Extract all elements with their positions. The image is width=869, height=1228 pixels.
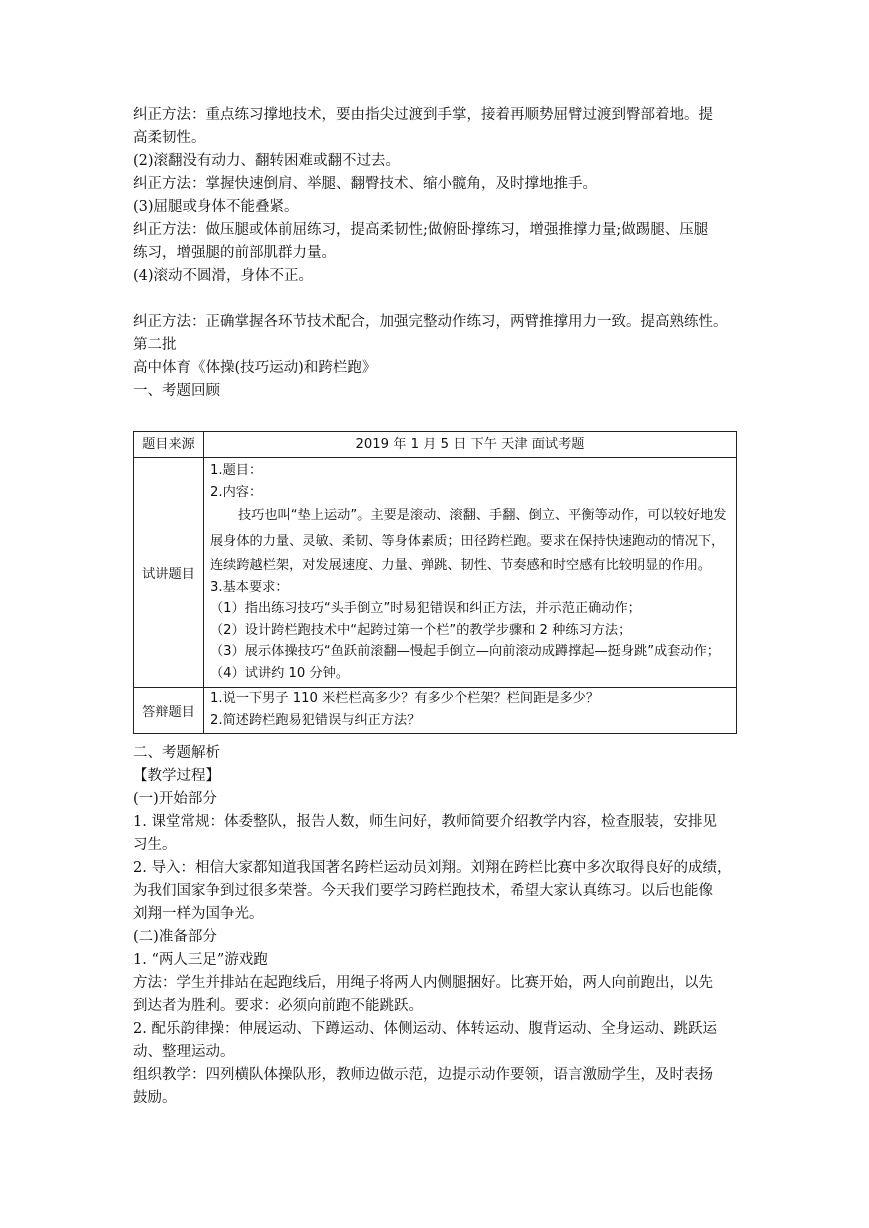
table-value-lecture: [204, 458, 737, 688]
text-line: 展身体的力量、灵敏、柔韧、等身体素质；田径跨栏跑。要求在保持快速跑动的情况下，: [210, 534, 725, 549]
table-label-source: 题目来源: [134, 432, 204, 458]
text-line: 1. 课堂常规：体委整队，报告人数，师生问好，教师简要介绍教学内容，检查服装，安排见: [133, 814, 717, 830]
text-line: 1. “两人三足”游戏跑: [133, 952, 268, 968]
requirement-item: （4）试讲约 10 分钟。: [210, 665, 350, 681]
table-row: [134, 688, 737, 734]
section-heading: 二、考题解析: [133, 745, 220, 761]
section-heading: 【教学过程】: [133, 768, 220, 784]
table-row: [134, 458, 737, 688]
text-line: 练习，增强腿的前部肌群力量。: [133, 245, 336, 261]
table-label-defense: 答辩题目: [134, 688, 204, 734]
text-line: 高柔韧性。: [133, 130, 206, 146]
text-line: 纠正方法：重点练习撑地技术，要由指尖过渡到手掌，接着再顺势屈臂过渡到臀部着地。提: [133, 107, 713, 123]
requirement-item: （1）指出练习技巧“头手倒立”时易犯错误和纠正方法，并示范正确动作；: [210, 601, 641, 616]
requirement-item: （2）设计跨栏跑技术中“起跨过第一个栏”的教学步骤和 2 种练习方法；: [210, 622, 632, 638]
text-line: 方法：学生并排站在起跑线后，用绳子将两人内侧腿捆好。比赛开始，两人向前跑出，以先: [133, 975, 713, 991]
text-line: 动、整理运动。: [133, 1044, 235, 1060]
text-line: 为我们国家争到过很多荣誉。今天我们要学习跨栏跑技术，希望大家认真练习。以后也能像: [133, 883, 713, 899]
lesson-title: 高中体育《体操(技巧运动)和跨栏跑》: [133, 360, 377, 376]
text-line: 2. 配乐韵律操：伸展运动、下蹲运动、体侧运动、体转运动、腹背运动、全身运动、跳跃运: [133, 1021, 717, 1037]
table-value-defense: [204, 688, 737, 734]
text-line: 习生。: [133, 837, 177, 853]
requirement-item: （3）展示体操技巧“鱼跃前滚翻—慢起手倒立—向前滚动成蹲撑起—挺身跳”成套动作；: [210, 644, 720, 659]
text-line: 连续跨越栏架，对发展速度、力量、弹跳、韧性、节奏感和时空感有比较明显的作用。: [210, 558, 712, 573]
text-line: 1.题目：: [210, 463, 263, 478]
text-line: (2)滚翻没有动力、翻转困难或翻不过去。: [133, 153, 401, 169]
exam-question-table: [133, 431, 737, 734]
table-row: [134, 432, 737, 458]
table-value-source: 2019 年 1 月 5 日 下午 天津 面试考题: [204, 432, 737, 458]
question-item: 2.简述跨栏跑易犯错误与纠正方法？: [210, 712, 421, 728]
text-line: 3.基本要求：: [210, 579, 289, 595]
text-line: 组织教学：四列横队体操队形，教师边做示范，边提示动作要领，语言激励学生，及时表扬: [133, 1067, 713, 1083]
question-item: 1.说一下男子 110 米栏栏高多少？有多少个栏架？栏间距是多少？: [210, 691, 600, 706]
section-heading: (二)准备部分: [133, 929, 217, 945]
text-line: (4)滚动不圆滑，身体不正。: [133, 268, 314, 284]
text-line: (3)屈腿或身体不能叠紧。: [133, 199, 299, 215]
text-line: 纠正方法：正确掌握各环节技术配合，加强完整动作练习，两臂推撑用力一致。提高熟练性。: [133, 314, 728, 330]
section-label: 第二批: [133, 337, 177, 353]
text-line: 2.内容：: [210, 484, 263, 500]
text-line: 2. 导入：相信大家都知道我国著名跨栏运动员刘翔。刘翔在跨栏比赛中多次取得良好的成绩，: [133, 860, 732, 876]
text-line: 到达者为胜利。要求：必须向前跑不能跳跃。: [133, 998, 423, 1014]
table-label-lecture: 试讲题目: [134, 458, 204, 688]
text-line: 纠正方法：掌握快速倒肩、举腿、翻臀技术、缩小髋角，及时撑地推手。: [133, 176, 597, 192]
text-line: 鼓励。: [133, 1090, 177, 1106]
section-heading: (一)开始部分: [133, 791, 217, 807]
text-line: 技巧也叫“垫上运动”。主要是滚动、滚翻、手翻、倒立、平衡等动作，可以较好地发: [238, 508, 727, 523]
text-line: 纠正方法：做压腿或体前屈练习，提高柔韧性;做俯卧撑练习，增强推撑力量;做踢腿、压腿: [133, 222, 709, 238]
text-line: 刘翔一样为国争光。: [133, 906, 264, 922]
section-heading: 一、考题回顾: [133, 383, 220, 399]
